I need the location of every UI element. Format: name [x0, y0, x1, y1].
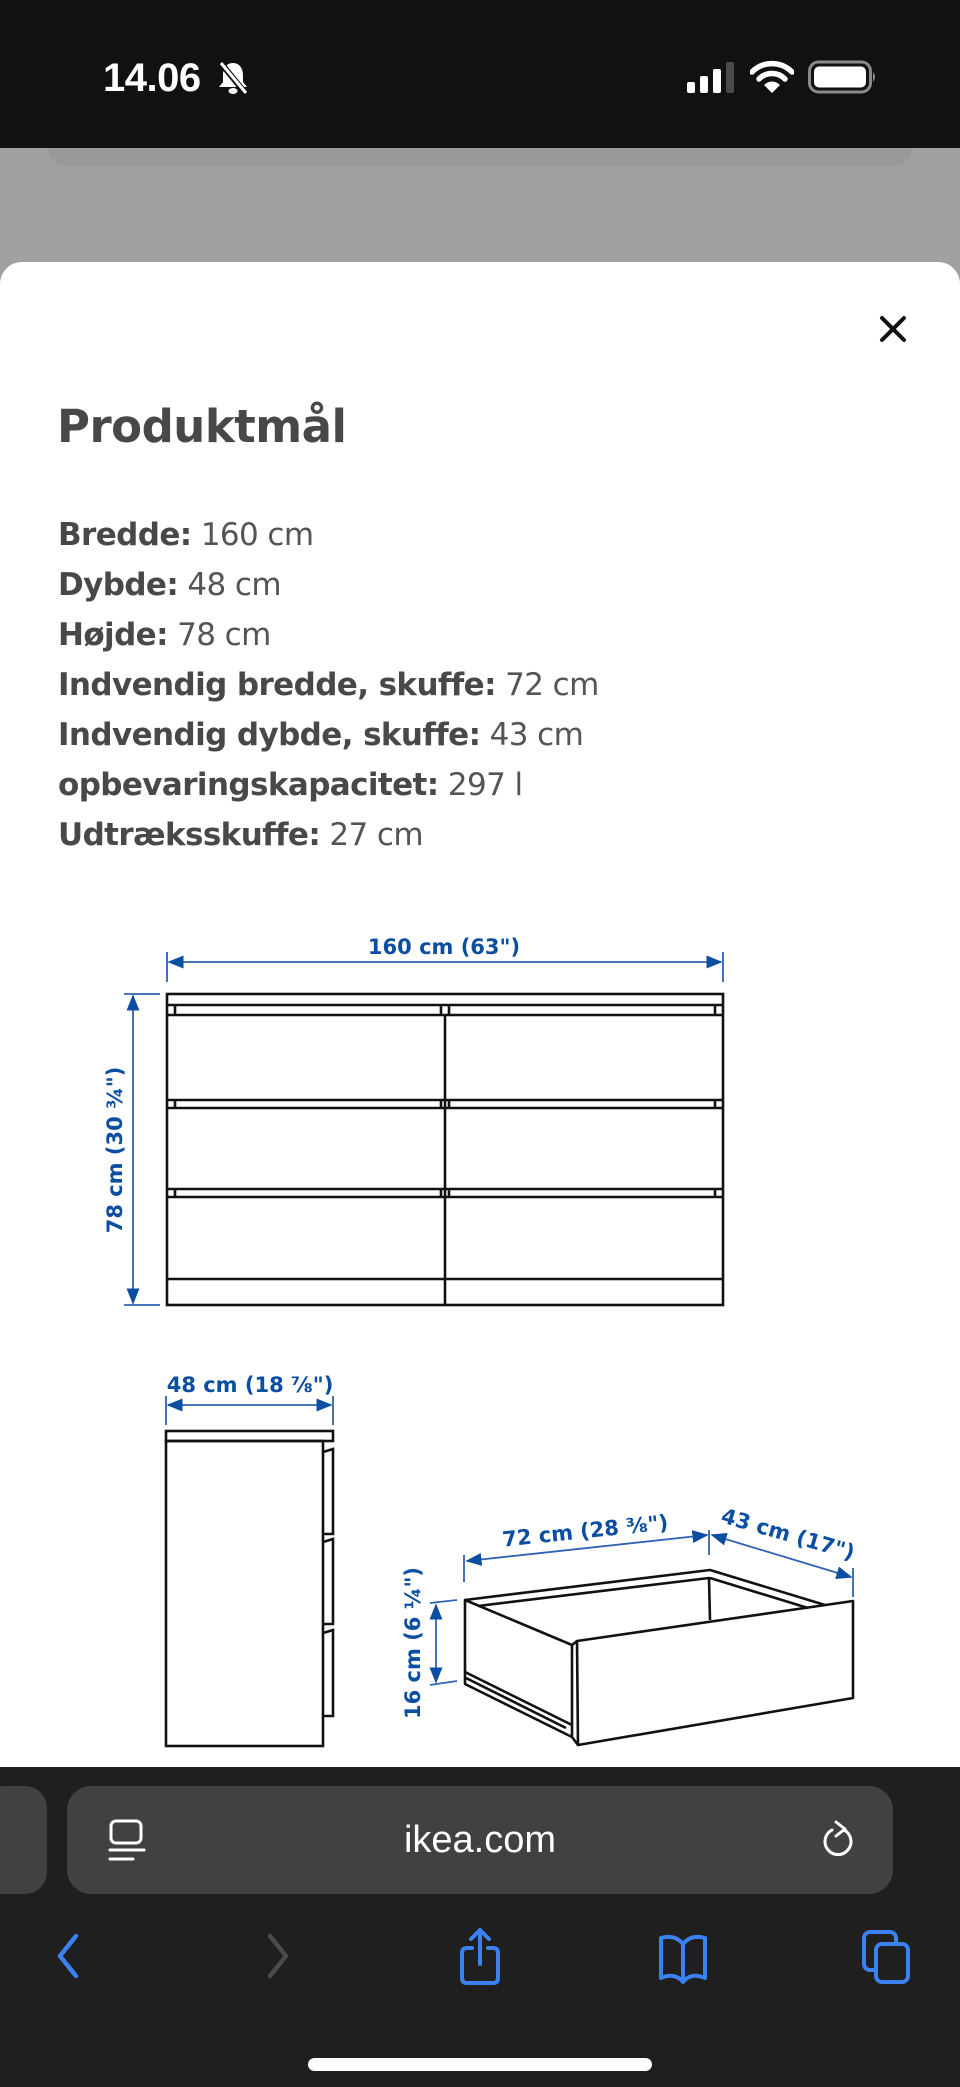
signal-icon: [686, 62, 736, 94]
spec-item: [58, 560, 599, 610]
spec-value: 27 cm: [329, 817, 423, 853]
share-icon[interactable]: [452, 1926, 508, 1986]
chevron-left-icon[interactable]: [40, 1926, 96, 1986]
spec-value: 78 cm: [177, 617, 271, 653]
spec-label: Udtræksskuffe:: [58, 817, 321, 853]
drawer-height-label: 16 cm (6 ¼"): [401, 1567, 425, 1719]
dimension-diagram: [0, 900, 960, 1770]
spec-label: Indvendig bredde, skuffe:: [58, 667, 496, 703]
spec-item: [58, 710, 599, 760]
drawer-depth-label: 43 cm (17"): [718, 1503, 858, 1565]
front-height-dimension: [124, 994, 160, 1305]
spec-label: Bredde:: [58, 517, 192, 553]
spec-value: 43 cm: [489, 717, 584, 753]
spec-item: [58, 510, 599, 560]
close-icon[interactable]: [873, 309, 913, 349]
spec-label: Indvendig dybde, skuffe:: [58, 717, 481, 753]
side-depth-dimension: [166, 1396, 333, 1425]
spec-label: Dybde:: [58, 567, 179, 603]
front-view-drawing: [167, 994, 723, 1305]
spec-item: [58, 810, 599, 860]
spec-item: [58, 610, 599, 660]
side-view-drawing: [166, 1431, 333, 1746]
previous-tab-pill[interactable]: [0, 1786, 47, 1894]
home-indicator[interactable]: [308, 2058, 652, 2071]
drawer-width-label: 72 cm (28 ⅜"): [501, 1510, 670, 1552]
side-depth-label: 48 cm (18 ⅞"): [166, 1373, 334, 1397]
drawer-drawing: [465, 1570, 853, 1745]
address-bar[interactable]: [67, 1786, 893, 1894]
battery-icon: [808, 60, 878, 94]
spec-label: opbevaringskapacitet:: [58, 767, 439, 803]
spec-label: Højde:: [58, 617, 168, 653]
tabs-icon[interactable]: [858, 1926, 914, 1986]
dimension-specs-list: [58, 510, 599, 860]
wifi-icon: [750, 60, 794, 94]
front-height-label: 78 cm (30 ¾"): [103, 1066, 127, 1234]
drawer-height-dimension: [430, 1600, 457, 1685]
background-page-card: [48, 148, 912, 166]
status-bar: [0, 0, 960, 148]
spec-item: [58, 660, 599, 710]
reload-icon[interactable]: [818, 1816, 858, 1864]
url-text[interactable]: ikea.com: [403, 1819, 557, 1861]
book-icon[interactable]: [655, 1926, 711, 1986]
spec-item: [58, 760, 599, 810]
spec-value: 48 cm: [187, 567, 281, 603]
spec-value: 160 cm: [200, 517, 314, 553]
front-width-label: 160 cm (63"): [367, 935, 521, 959]
chevron-right-icon[interactable]: [250, 1926, 306, 1986]
page-title: Produktmål: [57, 400, 347, 453]
bell-slash-icon: [216, 60, 250, 96]
status-time: 14.06: [103, 56, 201, 100]
spec-value: 72 cm: [505, 667, 599, 703]
spec-value: 297 l: [447, 767, 523, 803]
